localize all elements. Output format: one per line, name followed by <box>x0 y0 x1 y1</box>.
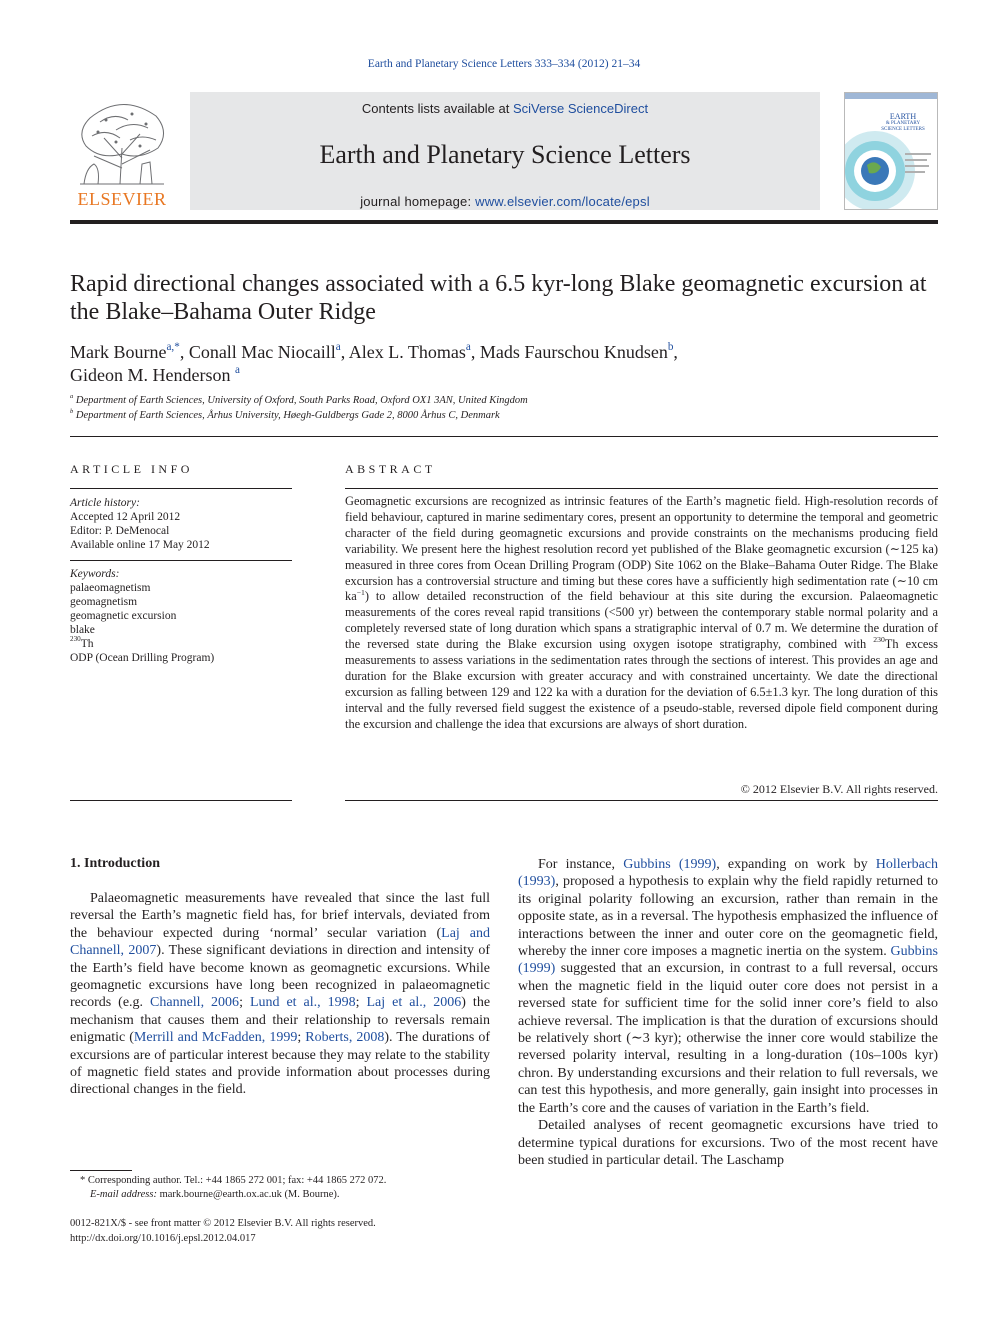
affiliation-key: b <box>70 407 74 415</box>
body-left-column <box>70 890 490 1099</box>
contents-line <box>190 101 820 116</box>
homepage-line <box>190 194 820 209</box>
elsevier-logo <box>70 98 174 210</box>
author-affil-marker[interactable]: a <box>234 363 240 376</box>
author[interactable] <box>70 365 240 385</box>
author-name[interactable]: Conall Mac Niocaill <box>188 342 336 362</box>
text: , proposed a hypothesis to explain why the field rapidly returned to its original polarity following an excursion, rather than remain in the opposite state, as in a reversal. The hypothesis emphasized the influence of interactions between the inner and outer core on the geomagnetic field, whereby the inner core imposes a magnetic inertia on the system. <box>518 874 938 960</box>
journal-title-box <box>190 92 820 210</box>
abstract-text <box>345 494 938 733</box>
author-affil-marker[interactable]: a <box>465 340 471 353</box>
keyword: palaeomagnetism <box>70 582 151 594</box>
abstract-part: ) to allow detailed reconstruction of the field behaviour at this site during the excursion. Palaeomagnetic measurements of the cores reveal rapid transitions (<500 yr) between the contemporary stable normal polarity and a completely reversed state of long duration which spans a stratigraphic interval of 0.7 m. We determine the duration of the reversed state during the Blake excursion using oxygen isotope stratigraphy, combined with <box>345 589 938 652</box>
cover-title-line-3: SCIENCE LETTERS <box>881 127 925 132</box>
affiliation-rule <box>70 436 938 437</box>
cover-title <box>873 113 933 133</box>
keyword-sup: 230 <box>70 635 81 644</box>
text: ; <box>355 995 367 1011</box>
citation-link[interactable]: Earth and Planetary Science Letters 333–334 (2012) 21–34 <box>367 58 641 70</box>
author-affil-marker[interactable]: b <box>667 340 674 353</box>
author[interactable] <box>349 342 471 362</box>
citation-link[interactable]: Laj et al., 2006 <box>366 995 462 1011</box>
author-separator: , <box>340 342 349 362</box>
section-heading-introduction: 1. Introduction <box>70 856 160 871</box>
keywords-label: Keywords: <box>70 568 120 580</box>
abstract-part: Th excess measurements to assess variations in the sedimentation rates through the sections of interest. This provides an age and duration for the Blake excursion with greater accuracy and with constrained uncertainty. We date the directional excursion as falling between 129 and 122 ka with a duration for the deviation of 6.5±1.3 kyr. The long duration of this interval and the fully reversed field suggest the existence of a pseudo-stable, reversed dipole field component during the excursion and challenge the idea that excursions are always of short duration. <box>345 637 938 731</box>
citation-link[interactable]: Roberts, 2008 <box>305 1030 385 1046</box>
online-date: Available online 17 May 2012 <box>70 539 210 551</box>
keyword-text: Th <box>80 638 94 650</box>
contents-prefix: Contents lists available at <box>361 101 513 116</box>
article-info-rule <box>70 488 292 489</box>
article-title: Rapid directional changes associated with a 6.5 kyr-long Blake geomagnetic excursion at the Blake–Bahama Outer Ridge <box>70 271 927 325</box>
text: suggested that an excursion, in contrast to a full reversal, occurs when the magnetic field in the liquid outer core does not persist in a reversed state for sufficient time for the solid inner core’s field to also achieve reversal. The implication is that the duration of excursions should be relatively short (∼3 kyr); otherwise the inner core would stabilize the reversed polarity interval, resulting in a long-duration (10s–100s kyr) chron. By understanding excursions and their relation to full reversals, we can test this hypothesis, and more generally, gain insight into processes in the Earth’s core and the causes of variation in the Earth’s field. <box>518 961 938 1116</box>
keyword: geomagnetism <box>70 596 138 608</box>
keyword: geomagnetic excursion <box>70 610 177 622</box>
text: ; <box>239 995 250 1011</box>
cover-title-line-1: EARTH <box>889 112 917 121</box>
text: ). The durations of excursions are of particular interest because they may relate to the stability of magnetic field states and provide information about processes during directional changes in the field. <box>70 1030 490 1098</box>
author[interactable] <box>70 342 180 362</box>
affiliation <box>70 393 938 408</box>
body-right-column <box>518 856 938 1169</box>
homepage-link[interactable]: www.elsevier.com/locate/epsl <box>475 194 650 209</box>
keyword <box>70 637 292 651</box>
text: , expanding on work by <box>716 857 876 872</box>
abstract-sup: −1 <box>356 587 365 597</box>
keyword: blake <box>70 624 95 636</box>
accepted-date: Accepted 12 April 2012 <box>70 511 181 523</box>
citation-link[interactable]: Lund et al., 1998 <box>249 995 356 1011</box>
author-separator: , <box>470 342 480 362</box>
text: ; <box>297 1030 306 1046</box>
text: Palaeomagnetic measurements have revealed that since the last full reversal the Earth’s magnetic field has, for brief intervals, deviated from the behaviour expected during ‘normal’ secular variation ( <box>70 891 490 941</box>
citation-link[interactable]: Laj and Channell, 2007 <box>70 925 490 959</box>
sciencedirect-link[interactable]: SciVerse ScienceDirect <box>512 101 649 116</box>
author-affil-marker[interactable]: a,* <box>166 340 180 353</box>
footnotes <box>70 1174 490 1202</box>
footnote-rule <box>70 1170 132 1171</box>
abstract-part: Geomagnetic excursions are recognized as intrinsic features of the Earth’s magnetic field. High-resolution records of field behaviour, captured in marine sedimentary cores, present an opportunity to determine the temporal and geometric character of the field during geomagnetic excursions and provide constraints on the mechanisms producing field variability. We present here the highest resolution record yet published of the Blake geomagnetic excursion (∼125 ka) measured in three cores from Ocean Drilling Program (ODP) Site 1062 on the Blake–Bahama Outer Ridge. The Blake excursion has a controversial structure and timing but these cores have a sufficiently high sedimentation rate (∼10 cm ka <box>345 494 938 604</box>
history-label: Article history: <box>70 497 140 509</box>
affiliation-key: a <box>70 392 74 400</box>
author-name[interactable]: Alex L. Thomas <box>348 342 466 362</box>
citation-link[interactable]: Gubbins (1999) <box>623 857 717 872</box>
issn-line: 0012-821X/$ - see front matter © 2012 Elsevier B.V. All rights reserved. <box>70 1218 376 1229</box>
author[interactable] <box>480 342 674 362</box>
abstract-rule <box>345 488 938 489</box>
journal-citation[interactable] <box>0 58 992 70</box>
citation-link[interactable]: Merrill and McFadden, 1999 <box>133 1030 298 1046</box>
email-label: E-mail address: <box>90 1189 157 1200</box>
keyword: ODP (Ocean Drilling Program) <box>70 652 215 664</box>
article-info <box>70 496 292 665</box>
doi-link[interactable]: http://dx.doi.org/10.1016/j.epsl.2012.04.017 <box>70 1233 256 1244</box>
author-name[interactable]: Gideon M. Henderson <box>70 365 231 385</box>
paragraph: Detailed analyses of recent geomagnetic excursions have tried to determine typical durations for excursions. Two of the most recent have been studied in particular detail. The Laschamp <box>518 1118 938 1168</box>
masthead <box>70 92 938 212</box>
text: ). These significant deviations in direction and intensity of the Earth’s field have become known as geomagnetic excursions. While geomagnetic excursions have long been recognized in palaeomagnetic records (e.g. <box>70 943 490 1011</box>
author-name[interactable]: Mark Bourne <box>70 342 167 362</box>
affiliation-text: Department of Earth Sciences, University of Oxford, South Parks Road, Oxford OX1 3AN, United Kingdom <box>75 395 528 406</box>
author-name[interactable]: Mads Faurschou Knudsen <box>479 342 668 362</box>
abstract-sup: 230 <box>873 635 885 645</box>
citation-link[interactable]: Channell, 2006 <box>150 995 240 1011</box>
affiliations <box>70 393 938 423</box>
cover-title-line-2: & PLANETARY <box>885 121 921 126</box>
abstract-bottom-rule <box>345 800 938 801</box>
publisher-name: ELSEVIER <box>77 189 167 209</box>
affiliation-text: Department of Earth Sciences, Århus University, Høegh-Guldbergs Gade 2, 8000 Århus C, Denmark <box>75 410 500 421</box>
email-address[interactable]: mark.bourne@earth.ox.ac.uk (M. Bourne). <box>156 1189 340 1200</box>
article-info-bottom-rule <box>70 800 292 801</box>
paragraph <box>70 890 490 1099</box>
issn-doi <box>70 1216 490 1246</box>
cover-graphic-icon <box>845 93 938 210</box>
email-note <box>70 1188 490 1202</box>
header-rule <box>70 220 938 224</box>
corresponding-author-note: * Corresponding author. Tel.: +44 1865 272 001; fax: +44 1865 272 072. <box>80 1175 387 1186</box>
history-rule <box>70 552 292 561</box>
author-separator: , <box>179 342 189 362</box>
journal-name: Earth and Planetary Science Letters <box>319 140 691 169</box>
text: ) the mechanism that causes them and their relationship to reversals remain enigmatic ( <box>70 995 491 1046</box>
citation-link[interactable]: Hollerbach (1993) <box>518 857 938 890</box>
citation-link[interactable]: Gubbins (1999) <box>518 944 938 977</box>
affiliation <box>70 408 938 423</box>
author-separator: , <box>673 342 678 362</box>
article-info-heading: ARTICLE INFO <box>70 462 193 476</box>
paragraph <box>518 856 938 1117</box>
author[interactable] <box>189 342 341 362</box>
text: For instance, <box>538 857 624 872</box>
abstract-heading: ABSTRACT <box>345 462 436 476</box>
journal-cover-thumbnail[interactable] <box>844 92 938 210</box>
homepage-prefix: journal homepage: <box>360 194 476 209</box>
editor: Editor: P. DeMenocal <box>70 525 170 537</box>
elsevier-tree-icon <box>70 98 174 190</box>
author-list <box>70 341 938 387</box>
abstract-copyright: © 2012 Elsevier B.V. All rights reserved. <box>740 782 938 796</box>
author-affil-marker[interactable]: a <box>335 340 341 353</box>
